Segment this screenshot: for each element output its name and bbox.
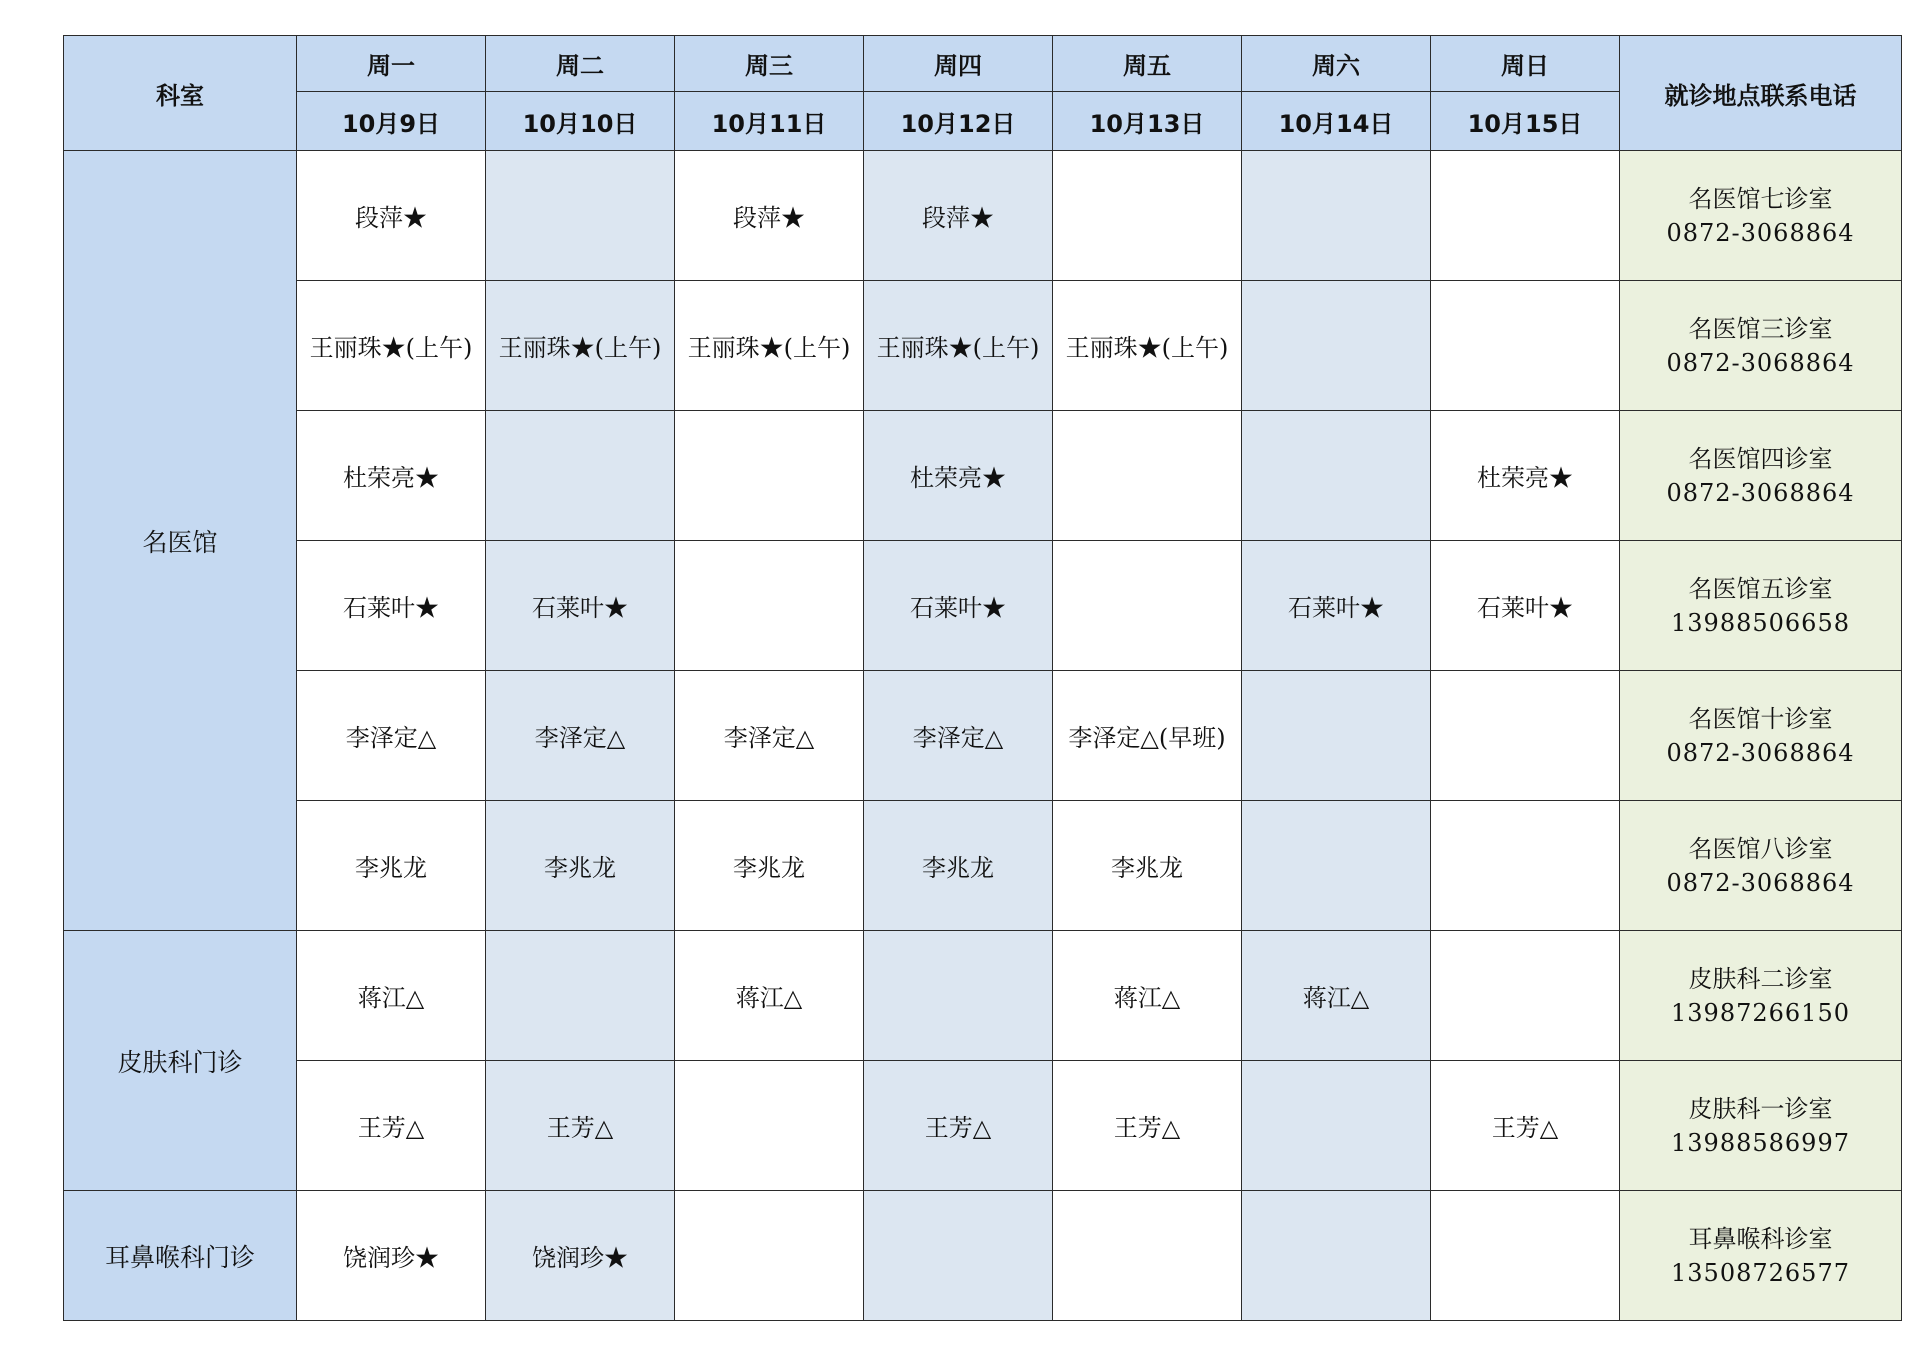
header-weekday-sat: 周六	[1242, 36, 1431, 92]
schedule-cell	[486, 931, 675, 1061]
schedule-cell	[486, 411, 675, 541]
phone-number: 0872-3068864	[1666, 348, 1855, 377]
phone-number: 0872-3068864	[1666, 868, 1855, 897]
schedule-cell: 李兆龙	[864, 801, 1053, 931]
schedule-cell: 李泽定△	[864, 671, 1053, 801]
schedule-cell	[1431, 801, 1620, 931]
schedule-cell	[675, 1191, 864, 1321]
schedule-table	[63, 35, 1902, 1321]
schedule-cell: 王芳△	[1053, 1061, 1242, 1191]
schedule-cell: 王丽珠★(上午)	[297, 281, 486, 411]
schedule-cell: 李兆龙	[1053, 801, 1242, 931]
header-dept: 科室	[64, 36, 297, 151]
phone-number: 13508726577	[1671, 1258, 1850, 1287]
schedule-cell: 王芳△	[486, 1061, 675, 1191]
schedule-cell	[1053, 151, 1242, 281]
schedule-cell: 蒋江△	[1242, 931, 1431, 1061]
schedule-cell	[1242, 801, 1431, 931]
header-weekday-mon: 周一	[297, 36, 486, 92]
table-row	[64, 281, 1902, 411]
schedule-cell	[675, 411, 864, 541]
schedule-cell: 李兆龙	[486, 801, 675, 931]
header-date-sat: 10月14日	[1242, 92, 1431, 151]
schedule-cell	[486, 151, 675, 281]
department-name: 名医馆	[64, 151, 297, 931]
phone-number: 13987266150	[1671, 998, 1850, 1027]
header-date-mon: 10月9日	[297, 92, 486, 151]
location-cell	[1620, 151, 1902, 281]
location-cell	[1620, 541, 1902, 671]
schedule-cell	[1431, 281, 1620, 411]
table-row	[64, 151, 1902, 281]
table-row	[64, 671, 1902, 801]
header-date-wed: 10月11日	[675, 92, 864, 151]
department-name: 皮肤科门诊	[64, 931, 297, 1191]
header-date-fri: 10月13日	[1053, 92, 1242, 151]
phone-number: 0872-3068864	[1666, 218, 1855, 247]
location-cell	[1620, 931, 1902, 1061]
schedule-cell	[675, 541, 864, 671]
schedule-cell	[1053, 1191, 1242, 1321]
room-name: 名医馆十诊室	[1688, 704, 1833, 733]
schedule-cell: 饶润珍★	[486, 1191, 675, 1321]
location-cell	[1620, 801, 1902, 931]
schedule-cell: 杜荣亮★	[297, 411, 486, 541]
schedule-cell	[1431, 671, 1620, 801]
header-date-tue: 10月10日	[486, 92, 675, 151]
schedule-cell: 蒋江△	[297, 931, 486, 1061]
room-name: 皮肤科一诊室	[1688, 1094, 1833, 1123]
header-weekday-thu: 周四	[864, 36, 1053, 92]
schedule-cell: 段萍★	[297, 151, 486, 281]
schedule-body	[64, 151, 1902, 1321]
schedule-cell: 李泽定△(早班)	[1053, 671, 1242, 801]
schedule-cell: 段萍★	[864, 151, 1053, 281]
header-location: 就诊地点联系电话	[1620, 36, 1902, 151]
schedule-cell: 王芳△	[297, 1061, 486, 1191]
schedule-cell: 石莱叶★	[864, 541, 1053, 671]
schedule-cell	[1053, 541, 1242, 671]
schedule-cell	[1431, 931, 1620, 1061]
schedule-cell: 饶润珍★	[297, 1191, 486, 1321]
location-cell	[1620, 1061, 1902, 1191]
schedule-cell: 李泽定△	[486, 671, 675, 801]
schedule-cell: 王芳△	[864, 1061, 1053, 1191]
room-name: 皮肤科二诊室	[1688, 964, 1833, 993]
location-cell	[1620, 411, 1902, 541]
schedule-cell	[1242, 671, 1431, 801]
room-name: 名医馆四诊室	[1688, 444, 1833, 473]
header-date-sun: 10月15日	[1431, 92, 1620, 151]
schedule-cell: 李兆龙	[675, 801, 864, 931]
schedule-cell	[864, 931, 1053, 1061]
schedule-cell	[1242, 1191, 1431, 1321]
schedule-cell: 王芳△	[1431, 1061, 1620, 1191]
table-row	[64, 1061, 1902, 1191]
schedule-cell: 石莱叶★	[486, 541, 675, 671]
schedule-cell: 李兆龙	[297, 801, 486, 931]
room-name: 名医馆八诊室	[1688, 834, 1833, 863]
schedule-cell	[1242, 1061, 1431, 1191]
table-row	[64, 1191, 1902, 1321]
schedule-cell: 王丽珠★(上午)	[486, 281, 675, 411]
schedule-cell: 杜荣亮★	[864, 411, 1053, 541]
table-row	[64, 931, 1902, 1061]
header-weekday-tue: 周二	[486, 36, 675, 92]
schedule-cell	[1242, 151, 1431, 281]
schedule-cell	[1242, 281, 1431, 411]
schedule-cell	[1431, 151, 1620, 281]
table-row	[64, 801, 1902, 931]
location-cell	[1620, 671, 1902, 801]
schedule-cell: 石莱叶★	[1242, 541, 1431, 671]
schedule-cell: 石莱叶★	[1431, 541, 1620, 671]
phone-number: 13988586997	[1671, 1128, 1850, 1157]
room-name: 名医馆五诊室	[1688, 574, 1833, 603]
schedule-cell: 蒋江△	[1053, 931, 1242, 1061]
department-name: 耳鼻喉科门诊	[64, 1191, 297, 1321]
schedule-cell: 石莱叶★	[297, 541, 486, 671]
room-name: 名医馆七诊室	[1688, 184, 1833, 213]
schedule-cell	[1053, 411, 1242, 541]
schedule-cell: 王丽珠★(上午)	[1053, 281, 1242, 411]
schedule-cell: 王丽珠★(上午)	[675, 281, 864, 411]
schedule-cell: 李泽定△	[297, 671, 486, 801]
room-name: 名医馆三诊室	[1688, 314, 1833, 343]
location-cell	[1620, 281, 1902, 411]
table-row	[64, 541, 1902, 671]
phone-number: 13988506658	[1671, 608, 1850, 637]
schedule-cell	[1431, 1191, 1620, 1321]
schedule-cell: 杜荣亮★	[1431, 411, 1620, 541]
phone-number: 0872-3068864	[1666, 738, 1855, 767]
schedule-cell	[675, 1061, 864, 1191]
schedule-cell	[864, 1191, 1053, 1321]
schedule-cell: 李泽定△	[675, 671, 864, 801]
location-cell	[1620, 1191, 1902, 1321]
room-name: 耳鼻喉科诊室	[1688, 1224, 1833, 1253]
phone-number: 0872-3068864	[1666, 478, 1855, 507]
header-date-thu: 10月12日	[864, 92, 1053, 151]
header-weekday-wed: 周三	[675, 36, 864, 92]
schedule-cell	[1242, 411, 1431, 541]
schedule-cell: 段萍★	[675, 151, 864, 281]
schedule-cell: 王丽珠★(上午)	[864, 281, 1053, 411]
table-row	[64, 411, 1902, 541]
schedule-cell: 蒋江△	[675, 931, 864, 1061]
header-weekday-sun: 周日	[1431, 36, 1620, 92]
header-weekday-fri: 周五	[1053, 36, 1242, 92]
